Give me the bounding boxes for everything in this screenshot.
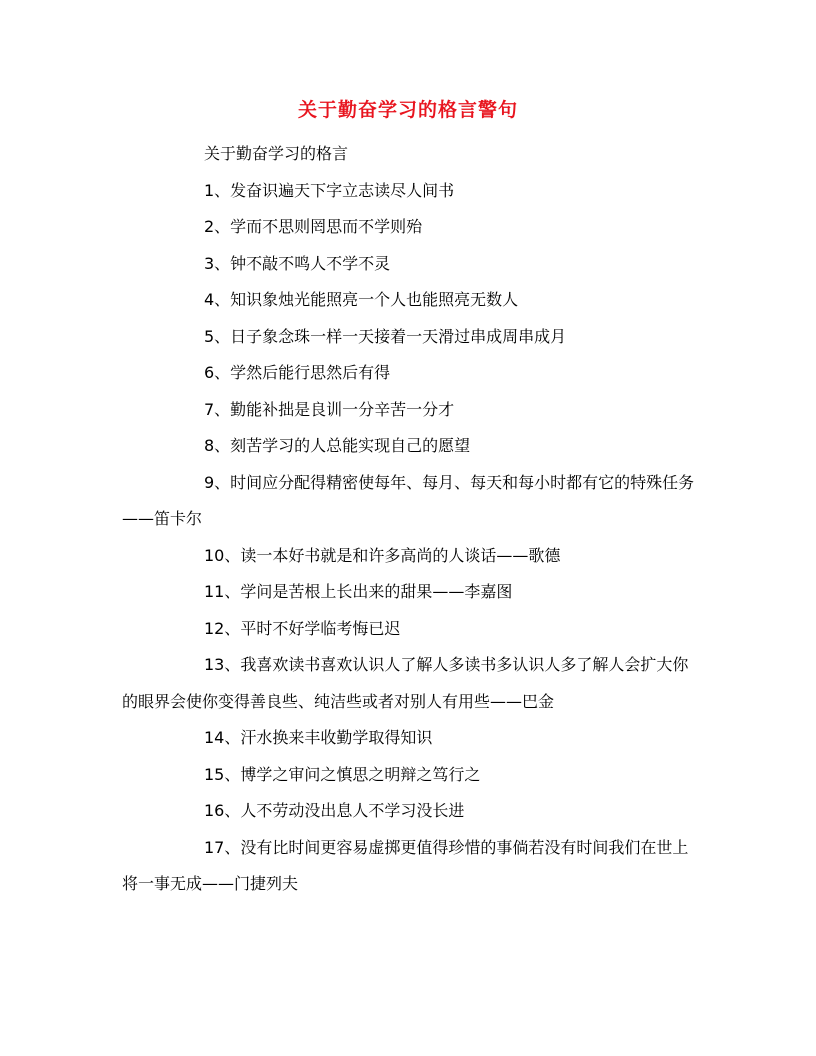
document-title: 关于勤奋学习的格言警句 (297, 99, 518, 121)
list-item: 17、没有比时间更容易虚掷更值得珍惜的事倘若没有时间我们在世上将一事无成——门捷列夫 (122, 837, 689, 893)
list-item: 5、日子象念珠一样一天接着一天滑过串成周串成月 (204, 326, 567, 346)
list-item: 6、学然后能行思然后有得 (204, 363, 391, 382)
list-item: 16、人不劳动没出息人不学习没长进 (204, 801, 465, 820)
paragraph-heading: 关于勤奋学习的格言 (204, 144, 349, 163)
list-item: 10、读一本好书就是和许多高尚的人谈话——歌德 (204, 545, 561, 565)
list-item: 15、博学之审问之慎思之明辩之笃行之 (204, 764, 481, 784)
list-item: 13、我喜欢读书喜欢认识人了解人多读书多认识人多了解人会扩大你的眼界会使你变得善良些、纯洁些或者对别人有用些——巴金 (122, 655, 689, 711)
list-item: 9、时间应分配得精密使每年、每月、每天和每小时都有它的特殊任务——笛卡尔 (122, 472, 695, 528)
list-item: 1、发奋识遍天下字立志读尽人间书 (204, 180, 455, 200)
list-item: 2、学而不思则罔思而不学则殆 (204, 217, 423, 236)
list-item: 4、知识象烛光能照亮一个人也能照亮无数人 (204, 290, 519, 309)
list-item: 8、刻苦学习的人总能实现自己的愿望 (204, 436, 471, 455)
list-item: 12、平时不好学临考悔已迟 (204, 618, 401, 638)
document-body (122, 136, 698, 903)
list-item: 7、勤能补拙是良训一分辛苦一分才 (204, 399, 455, 419)
list-item: 3、钟不敲不鸣人不学不灵 (204, 253, 391, 273)
list-item: 14、汗水换来丰收勤学取得知识 (204, 728, 433, 747)
list-item: 11、学问是苦根上长出来的甜果——李嘉图 (204, 582, 513, 601)
